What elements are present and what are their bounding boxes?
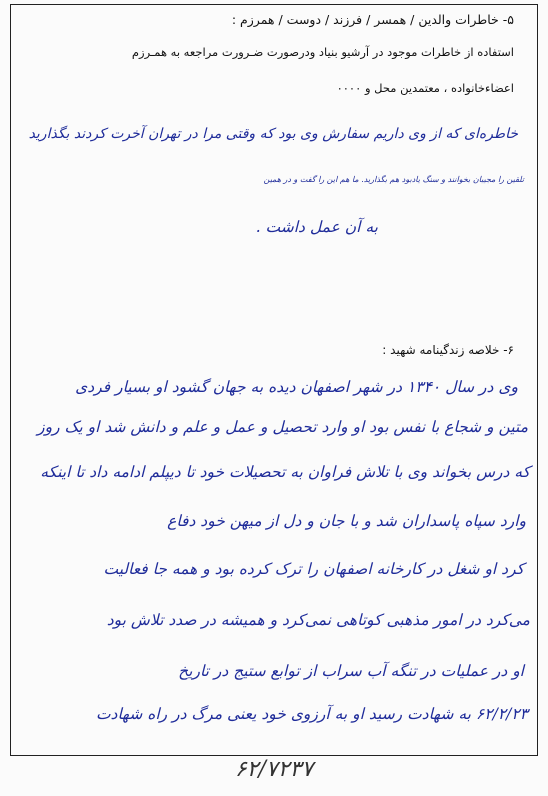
section6-handwritten-line6: می‌کرد در امور مذهبی کوتاهی نمی‌کرد و همیشه در صدد تلاش بود bbox=[106, 611, 530, 629]
section5-handwritten-line3: به آن عمل داشت . bbox=[255, 218, 378, 236]
section5-handwritten-line1: خاطره‌ای که از وی داریم سفارش وی بود که وقتی مرا در تهران آخرت کردند بگذارید bbox=[28, 126, 518, 142]
section6-handwritten-line7: او در عملیات در تنگه آب سراب از توابع ستیج در تاریخ bbox=[178, 662, 524, 680]
section5-instruction-line2: اعضاءخانواده ، معتمدین محل و ۰۰۰۰ bbox=[336, 81, 514, 95]
section5-instruction-line1: استفاده از خاطرات موجود در آرشیو بنیاد ودرصورت ضـرورت مراجعه به همـرزم bbox=[131, 45, 514, 59]
section6-handwritten-line2: متین و شجاع با نفس بود او وارد تحصیل و عمل و علم و دانش شد او یک روز bbox=[37, 418, 528, 436]
section5-handwritten-line2: تلقین را مجیبان بخوانند و سنگ یادبود هم بگذارید. ما هم این را گفت و در همین bbox=[263, 175, 524, 184]
section6-handwritten-line8: ۶۲/۲/۲۳ به شهادت رسید او به آرزوی خود یعنی مرگ در راه شهادت bbox=[95, 705, 528, 723]
section6-handwritten-line4: وارد سپاه پاسداران شد و با جان و دل از میهن خود دفاع bbox=[167, 512, 526, 530]
section6-heading: ۶- خلاصه زندگینامه شهید : bbox=[382, 343, 514, 357]
section5-heading: ۵- خاطرات والدین / همسر / فرزند / دوست / همرزم : bbox=[231, 12, 514, 27]
section6-handwritten-line3: که درس بخواند وی با تلاش فراوان به تحصیلات خود تا دیپلم ادامه داد تا اینکه bbox=[40, 463, 530, 481]
section6-handwritten-line1: وی در سال ۱۳۴۰ در شهر اصفهان دیده به جهان گشود او بسیار فردی bbox=[75, 378, 518, 396]
section6-handwritten-line5: کرد او شغل در کارخانه اصفهان را ترک کرده بود و همه جا فعالیت bbox=[103, 560, 524, 578]
document-number: ۶۲/۷۲۳۷ bbox=[234, 757, 314, 782]
